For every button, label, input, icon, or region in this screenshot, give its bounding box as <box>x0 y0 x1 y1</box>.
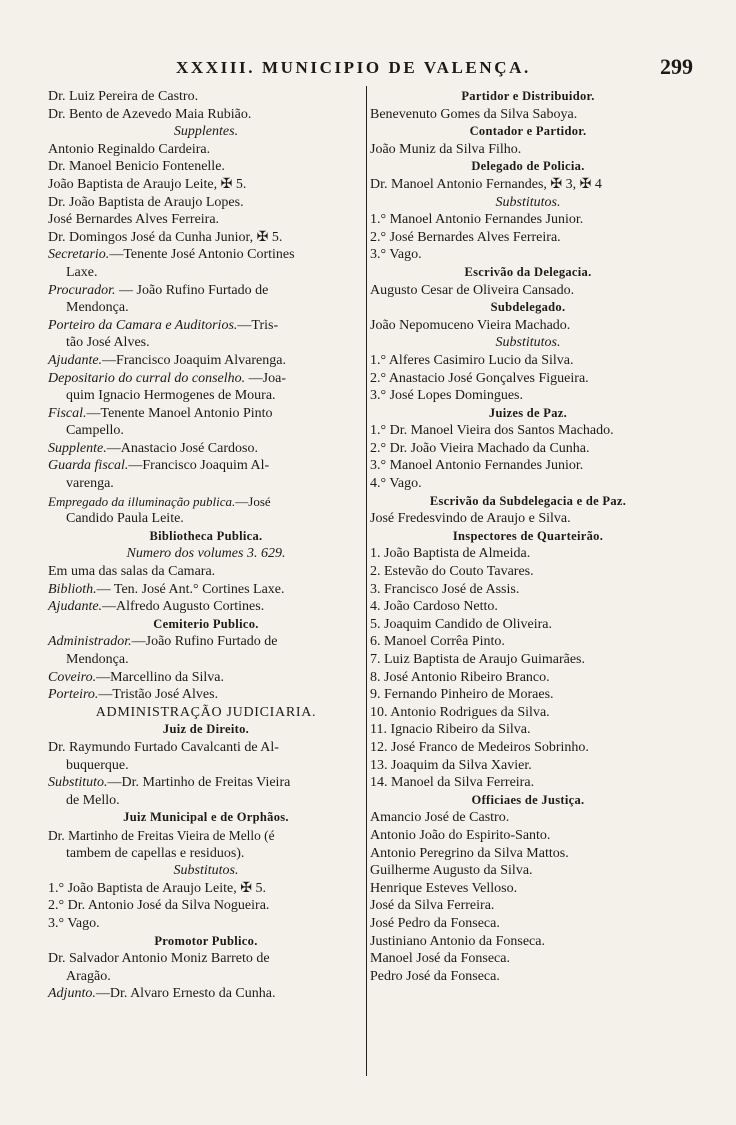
entry-porteiro <box>48 686 364 704</box>
entry: Em uma das salas da Camara. <box>48 564 216 580</box>
subheading-volumes: Numero dos volumes 3. 629. <box>126 546 286 562</box>
heading-cemiterio: Cemiterio Publico. <box>153 616 259 631</box>
column-divider <box>366 86 367 1076</box>
entry: João Baptista de Araujo Leite, ✠ 5. <box>48 176 247 192</box>
list-item: Justiniano Antonio da Fonseca. <box>370 933 545 949</box>
entry: 2.° José Bernardes Alves Ferreira. <box>370 229 561 245</box>
entry-cont: Campello. <box>66 423 124 439</box>
entry: João Muniz da Silva Filho. <box>370 141 522 157</box>
list-item: Antonio Peregrino da Silva Mattos. <box>370 845 569 861</box>
entry-text: —Tenente Manoel Antonio Pinto <box>86 405 273 421</box>
role: Administrador. <box>48 634 132 650</box>
heading-bibliotheca: Bibliotheca Publica. <box>149 528 263 543</box>
entry-guarda <box>48 457 364 475</box>
entry-text: —Dr. Alvaro Ernesto da Cunha. <box>95 986 276 1002</box>
entry: Dr. Manoel Antonio Fernandes, ✠ 3, ✠ 4 <box>370 176 602 192</box>
heading-subdelegado: Subdelegado. <box>490 300 566 315</box>
list-item: 13. Joaquim da Silva Xavier. <box>370 757 532 773</box>
entry: Benevenuto Gomes da Silva Saboya. <box>370 106 578 122</box>
list-item: 3. Francisco José de Assis. <box>370 581 520 597</box>
role: Porteiro da Camara e Auditorios. <box>48 317 238 333</box>
entry: 2.° Dr. João Vieira Machado da Cunha. <box>370 440 590 456</box>
role: Biblioth. <box>48 581 97 597</box>
entry-ajudante <box>48 352 364 370</box>
running-title: XXXIII. MUNICIPIO DE VALENÇA. <box>176 58 531 77</box>
subheading-supplentes: Supplentes. <box>173 124 239 140</box>
entry-text: —Francisco Joaquim Alvarenga. <box>102 352 286 368</box>
entry-text: —João Rufino Furtado de <box>131 634 278 650</box>
role: Depositario do curral do conselho. <box>48 370 246 386</box>
role: Substituto. <box>48 775 108 791</box>
role: Procurador. <box>48 282 116 298</box>
entry-cont: quim Ignacio Hermogenes de Moura. <box>66 388 276 404</box>
entry: Augusto Cesar de Oliveira Cansado. <box>370 282 575 298</box>
entry-supplente <box>48 440 364 458</box>
list-item: 7. Luiz Baptista de Araujo Guimarães. <box>370 652 585 667</box>
entry-adjunto <box>48 985 364 1003</box>
heading-escrivao-subdelegacia: Escrivão da Subdelegacia e de Paz. <box>429 493 627 508</box>
entry: 3.° Vago. <box>48 915 100 931</box>
heading-juizes-paz: Juizes de Paz. <box>488 405 568 420</box>
list-item: 6. Manoel Corrêa Pinto. <box>370 634 505 650</box>
right-column <box>370 88 686 985</box>
role: Coveiro. <box>48 669 97 685</box>
role: Guarda fiscal. <box>48 458 129 474</box>
page-number: 299 <box>660 54 693 79</box>
entry-text: —Tristão José Alves. <box>98 687 219 703</box>
entry: 2.° Dr. Antonio José da Silva Nogueira. <box>48 898 270 914</box>
entry-fiscal <box>48 405 364 423</box>
heading-juiz-municipal: Juiz Municipal e de Orphãos. <box>123 810 289 825</box>
list-item: Amancio José de Castro. <box>370 810 510 826</box>
entry: Antonio Reginaldo Cardeira. <box>48 141 211 157</box>
role: Ajudante. <box>48 352 103 368</box>
entry-text: — João Rufino Furtado de <box>119 282 269 298</box>
list-item: Henrique Esteves Velloso. <box>370 880 518 896</box>
list-item: 11. Ignacio Ribeiro da Silva. <box>370 722 531 738</box>
entry-empregado <box>48 493 364 511</box>
role: Ajudante. <box>48 599 103 615</box>
list-item: Antonio João do Espirito-Santo. <box>370 827 551 843</box>
entry-cont: buquerque. <box>66 757 129 773</box>
entry: Dr. Raymundo Furtado Cavalcanti de Al- <box>48 739 279 755</box>
entry: 3.° Vago. <box>370 247 422 263</box>
entry: João Nepomuceno Vieira Machado. <box>370 317 571 333</box>
heading-promotor: Promotor Publico. <box>154 933 258 948</box>
entry-cont: Candido Paula Leite. <box>66 511 184 527</box>
heading-administracao-judiciaria: ADMINISTRAÇÃO JUDICIARIA. <box>95 704 317 720</box>
entry-text: —Francisco Joaquim Al- <box>128 458 270 474</box>
heading-partidor: Partidor e Distribuidor. <box>461 89 595 103</box>
role: Adjunto. <box>48 986 96 1002</box>
role: Fiscal. <box>48 405 87 421</box>
heading-contador: Contador e Partidor. <box>469 124 587 139</box>
entry-secretario <box>48 246 364 264</box>
role: Porteiro. <box>48 687 99 703</box>
entry-cont: Aragão. <box>66 968 111 984</box>
entry-text: —José <box>235 493 271 509</box>
entry-depositario <box>48 370 364 388</box>
entry-cont: tambem de capellas e residuos). <box>66 845 245 861</box>
entry-text: —Tenente José Antonio Cortines <box>109 247 295 263</box>
entry: 1.° João Baptista de Araujo Leite, ✠ 5. <box>48 880 266 896</box>
heading-inspectores: Inspectores de Quarteirão. <box>452 528 604 543</box>
entry: 2.° Anastacio José Gonçalves Figueira. <box>370 370 589 386</box>
entry: 1.° Dr. Manoel Vieira dos Santos Machado. <box>370 423 614 439</box>
entry: Dr. Martinho de Freitas Vieira de Mello (é <box>48 827 275 843</box>
entry-ajudante <box>48 598 364 616</box>
entry-text: — Ten. José Ant.° Cortines Laxe. <box>96 581 285 597</box>
entry-text: —Joa- <box>248 370 286 386</box>
list-item: 10. Antonio Rodrigues da Silva. <box>370 704 550 720</box>
list-item: Guilherme Augusto da Silva. <box>370 863 533 879</box>
heading-officiaes: Officiaes de Justiça. <box>471 792 585 807</box>
entry-cont: varenga. <box>66 476 114 492</box>
entry-cont: de Mello. <box>66 792 120 808</box>
heading-escrivao-delegacia: Escrivão da Delegacia. <box>464 264 592 279</box>
list-item: 14. Manoel da Silva Ferreira. <box>370 775 535 791</box>
entry: José Fredesvindo de Araujo e Silva. <box>370 511 571 527</box>
subheading-substitutos: Substitutos. <box>495 335 561 351</box>
list-item: 2. Estevão do Couto Tavares. <box>370 564 534 580</box>
entry: Dr. Domingos José da Cunha Junior, ✠ 5. <box>48 229 283 245</box>
left-column <box>48 88 364 1003</box>
heading-juiz-direito: Juiz de Direito. <box>162 722 250 737</box>
entry-administrador <box>48 633 364 651</box>
entry: Dr. Salvador Antonio Moniz Barreto de <box>48 951 270 967</box>
role: Empregado da illuminação publica. <box>48 493 236 509</box>
entry: Dr. João Baptista de Araujo Lopes. <box>48 194 244 210</box>
entry: Dr. Luiz Pereira de Castro. <box>48 89 199 104</box>
entry: 4.° Vago. <box>370 476 422 492</box>
list-item: 9. Fernando Pinheiro de Moraes. <box>370 687 554 703</box>
entry: 3.° Manoel Antonio Fernandes Junior. <box>370 458 584 474</box>
entry: Dr. Manoel Benicio Fontenelle. <box>48 159 225 175</box>
entry-text: —Tris- <box>237 317 279 333</box>
list-item: Manoel José da Fonseca. <box>370 951 510 967</box>
role: Secretario. <box>48 247 110 263</box>
list-item: José Pedro da Fonseca. <box>370 915 500 931</box>
page-header <box>0 50 736 84</box>
entry-procurador <box>48 282 364 300</box>
list-item: 8. José Antonio Ribeiro Branco. <box>370 669 550 685</box>
entry-text: —Dr. Martinho de Freitas Vieira <box>107 775 291 791</box>
entry: 1.° Manoel Antonio Fernandes Junior. <box>370 212 584 228</box>
entry-text: —Marcellino da Silva. <box>96 669 225 685</box>
list-item: José da Silva Ferreira. <box>370 898 495 914</box>
entry-cont: Mendonça. <box>66 652 129 667</box>
entry: José Bernardes Alves Ferreira. <box>48 212 220 228</box>
entry: Dr. Bento de Azevedo Maia Rubião. <box>48 106 252 122</box>
entry: 1.° Alferes Casimiro Lucio da Silva. <box>370 352 574 368</box>
list-item: 1. João Baptista de Almeida. <box>370 546 531 562</box>
entry-cont: Mendonça. <box>66 300 129 316</box>
role: Supplente. <box>48 440 107 456</box>
subheading-substitutos: Substitutos. <box>495 194 561 210</box>
entry-bibliothecario <box>48 581 364 599</box>
entry-cont: tão José Alves. <box>66 335 150 351</box>
entry-text: —Alfredo Augusto Cortines. <box>102 599 265 615</box>
list-item: 12. José Franco de Medeiros Sobrinho. <box>370 739 589 755</box>
list-item: Pedro José da Fonseca. <box>370 968 500 984</box>
entry-cont: Laxe. <box>66 264 98 280</box>
list-item: 5. Joaquim Candido de Oliveira. <box>370 616 552 632</box>
entry-coveiro <box>48 669 364 687</box>
entry-porteiro <box>48 317 364 335</box>
heading-delegado: Delegado de Policia. <box>471 159 585 174</box>
entry: 3.° José Lopes Domingues. <box>370 388 523 404</box>
entry-substituto <box>48 774 364 792</box>
list-item: 4. João Cardoso Netto. <box>370 599 498 615</box>
entry-text: —Anastacio José Cardoso. <box>106 440 258 456</box>
subheading-substitutos: Substitutos. <box>173 863 239 879</box>
